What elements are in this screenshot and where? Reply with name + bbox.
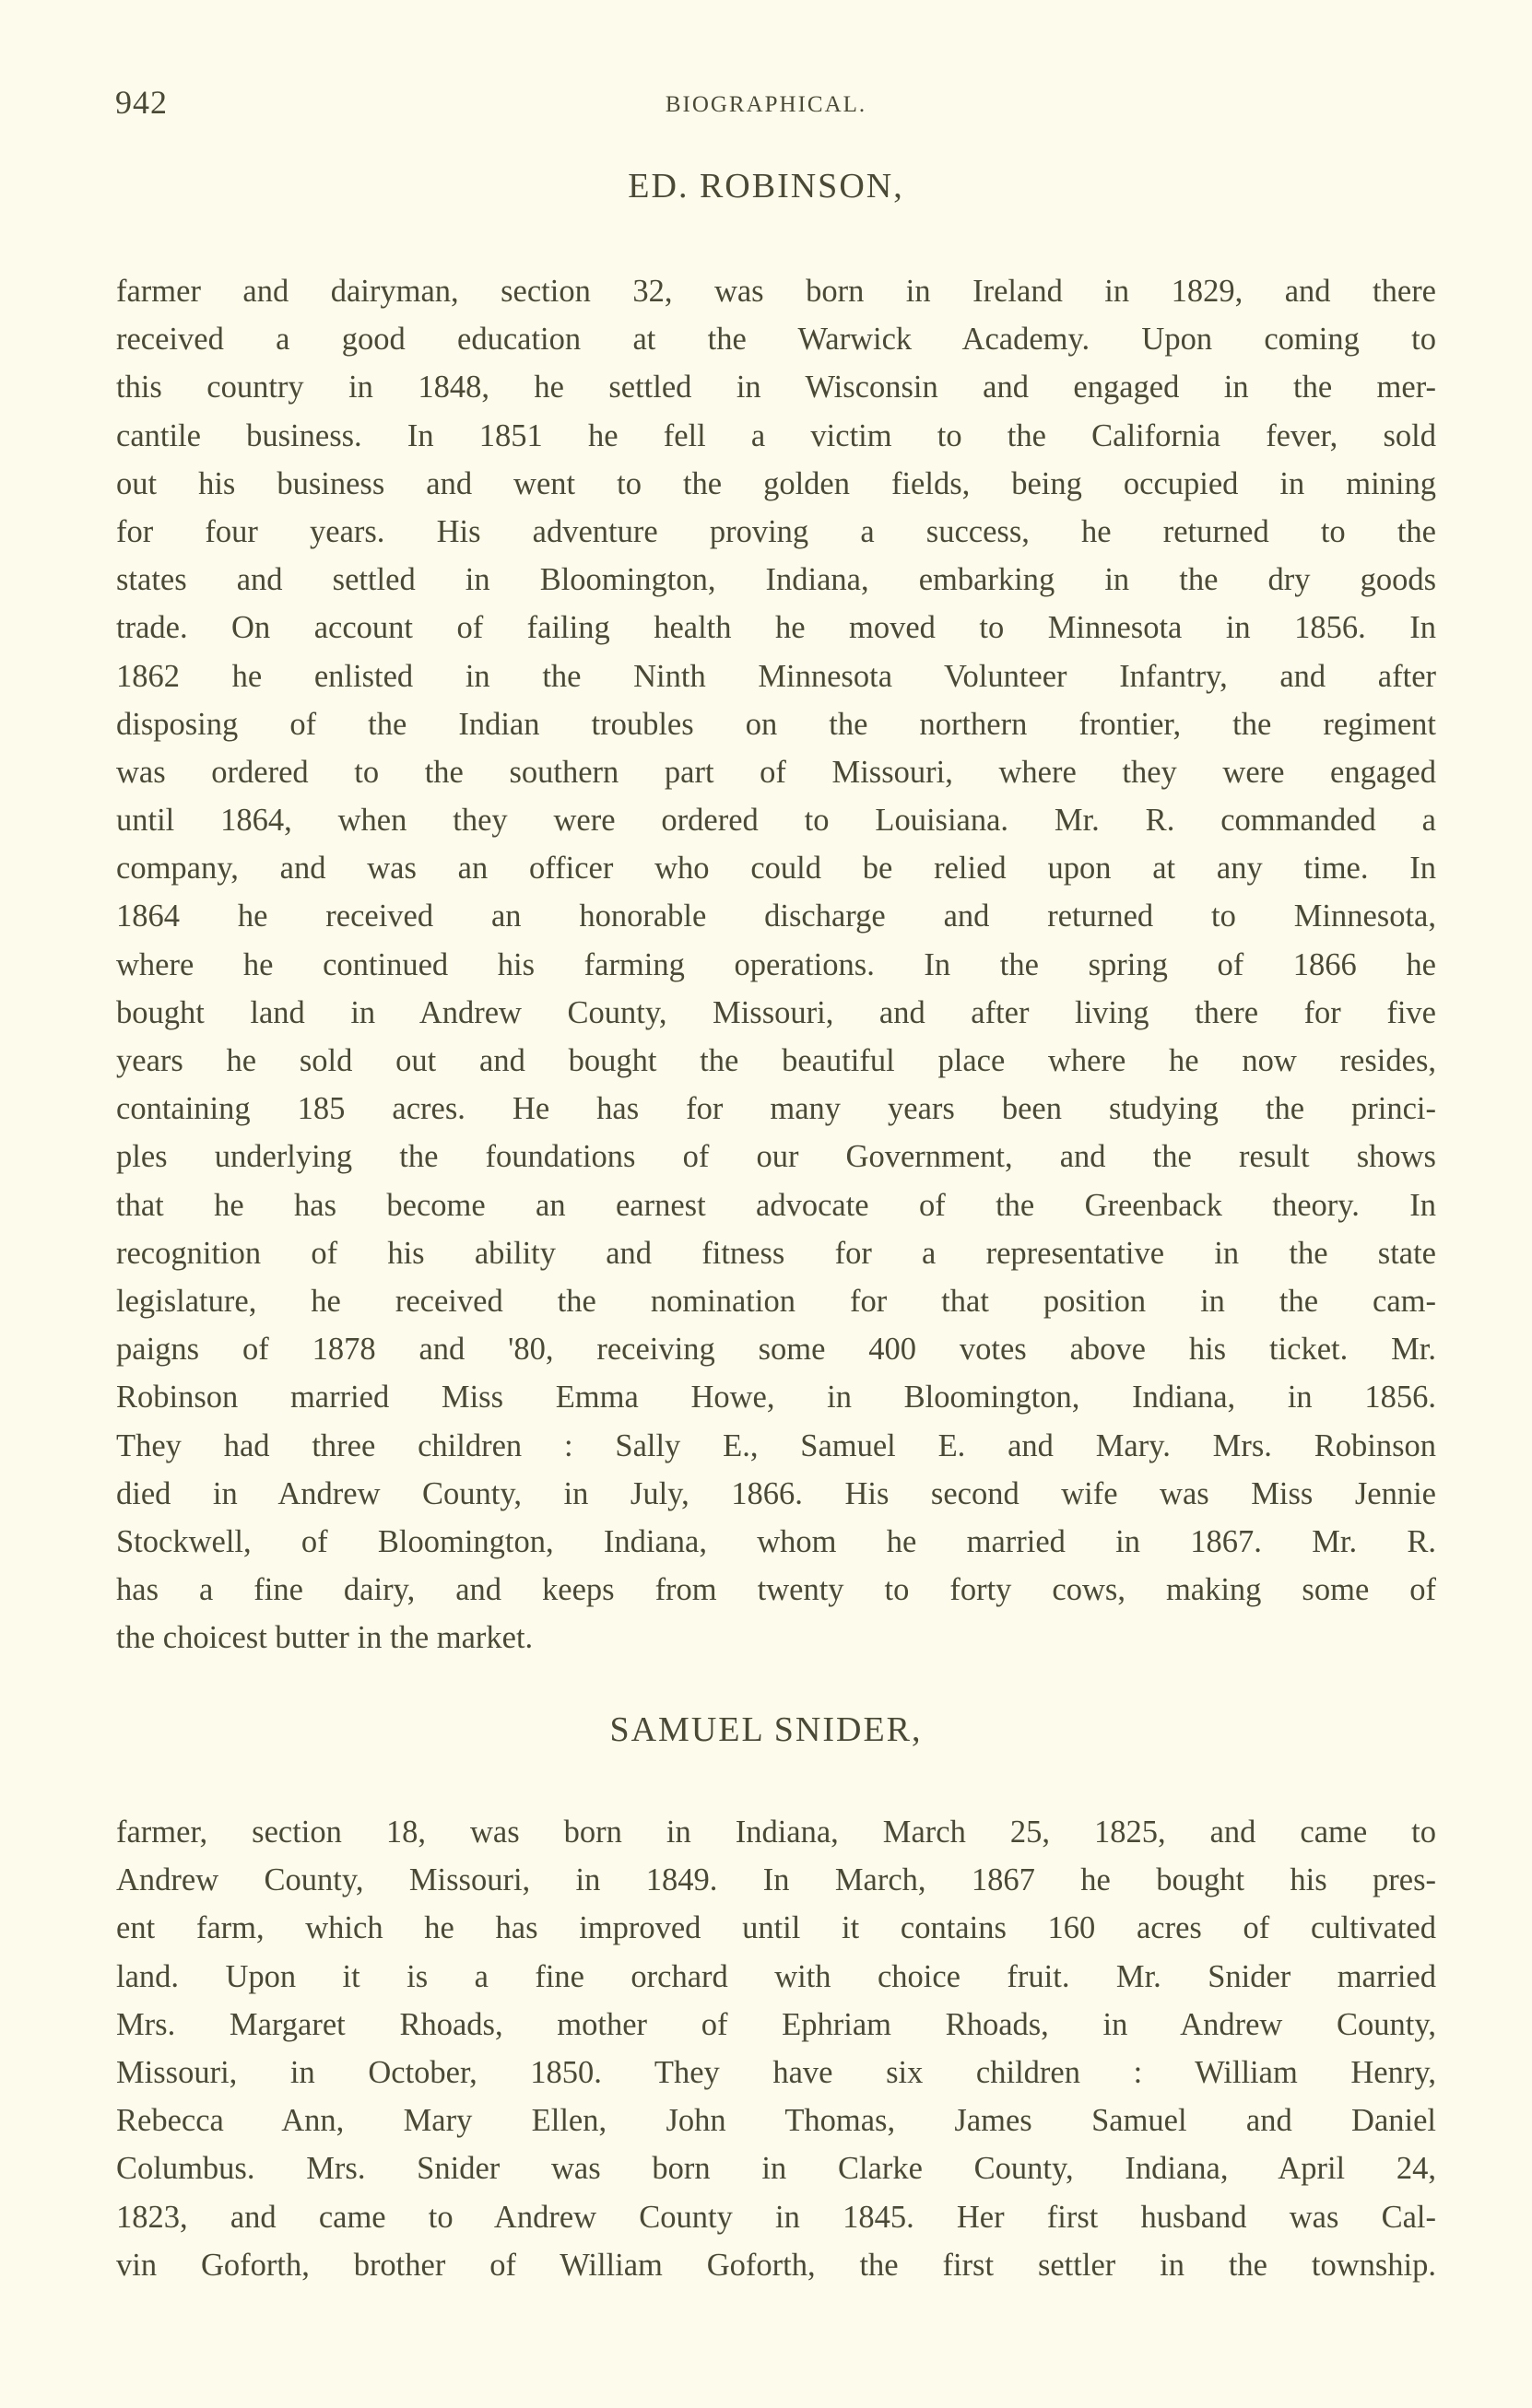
- text-line: company, and was an officer who could be relied upon at any time. In: [116, 851, 1436, 887]
- text-line: cantile business. In 1851 he fell a victim to the California fever, sold: [116, 417, 1436, 453]
- text-line: Robinson married Miss Emma Howe, in Bloomington, Indiana, in 1856.: [116, 1380, 1436, 1415]
- entry-heading-snider: SAMUEL SNIDER,: [609, 1710, 923, 1749]
- text-line: paigns of 1878 and '80, receiving some 400 votes above his ticket. Mr.: [116, 1332, 1436, 1368]
- text-line: states and settled in Bloomington, Indiana, embarking in the dry goods: [116, 562, 1436, 598]
- text-line: Missouri, in October, 1850. They have six children : William Henry,: [116, 2054, 1436, 2090]
- text-line: that he has become an earnest advocate of the Greenback theory. In: [116, 1187, 1436, 1223]
- text-line: farmer and dairyman, section 32, was born in Ireland in 1829, and there: [116, 274, 1436, 309]
- text-line: died in Andrew County, in July, 1866. His second wife was Miss Jennie: [116, 1475, 1436, 1511]
- text-line: containing 185 acres. He has for many years been studying the princi-: [116, 1091, 1436, 1127]
- text-line: out his business and went to the golden fields, being occupied in mining: [116, 465, 1436, 501]
- text-line: the choicest butter in the market.: [116, 1620, 534, 1656]
- text-line: Mrs. Margaret Rhoads, mother of Ephriam Rhoads, in Andrew County,: [116, 2006, 1436, 2042]
- text-line: received a good education at the Warwick Academy. Upon coming to: [116, 322, 1436, 358]
- text-line: ples underlying the foundations of our Government, and the result shows: [116, 1139, 1436, 1175]
- text-line: land. Upon it is a fine orchard with choice fruit. Mr. Snider married: [116, 1958, 1436, 1994]
- text-line: Andrew County, Missouri, in 1849. In March, 1867 he bought his pres-: [116, 1862, 1436, 1898]
- text-line: ent farm, which he has improved until it contains 160 acres of cultivated: [116, 1910, 1436, 1946]
- text-line: bought land in Andrew County, Missouri, and after living there for five: [116, 994, 1436, 1030]
- text-line: Columbus. Mrs. Snider was born in Clarke County, Indiana, April 24,: [116, 2151, 1436, 2187]
- text-line: farmer, section 18, was born in Indiana, March 25, 1825, and came to: [116, 1815, 1436, 1850]
- text-line: Rebecca Ann, Mary Ellen, John Thomas, James Samuel and Daniel: [116, 2103, 1436, 2139]
- text-line: has a fine dairy, and keeps from twenty to forty cows, making some of: [116, 1572, 1436, 1608]
- text-line: was ordered to the southern part of Missouri, where they were engaged: [116, 754, 1436, 790]
- text-line: Stockwell, of Bloomington, Indiana, whom he married in 1867. Mr. R.: [116, 1523, 1436, 1559]
- text-line: this country in 1848, he settled in Wisconsin and engaged in the mer-: [116, 370, 1436, 405]
- entry-body-robinson: [116, 267, 1436, 1662]
- text-line: 1823, and came to Andrew County in 1845. Her first husband was Cal-: [116, 2199, 1436, 2235]
- text-line: They had three children : Sally E., Samuel E. and Mary. Mrs. Robinson: [116, 1427, 1436, 1463]
- text-line: years he sold out and bought the beautiful place where he now resides,: [116, 1043, 1436, 1078]
- text-line: trade. On account of failing health he moved to Minnesota in 1856. In: [116, 610, 1436, 646]
- text-line: for four years. His adventure proving a success, he returned to the: [116, 513, 1436, 549]
- text-line: legislature, he received the nomination for that position in the cam-: [116, 1283, 1436, 1319]
- text-line: where he continued his farming operations. In the spring of 1866 he: [116, 946, 1436, 982]
- text-line: recognition of his ability and fitness for a representative in the state: [116, 1235, 1436, 1271]
- text-line: vin Goforth, brother of William Goforth, the first settler in the township.: [116, 2247, 1436, 2283]
- text-line: 1864 he received an honorable discharge and returned to Minnesota,: [116, 899, 1436, 934]
- text-line: disposing of the Indian troubles on the northern frontier, the regiment: [116, 706, 1436, 742]
- text-line: until 1864, when they were ordered to Louisiana. Mr. R. commanded a: [116, 803, 1436, 839]
- running-title: BIOGRAPHICAL.: [665, 92, 867, 117]
- page-number: 942: [115, 84, 168, 121]
- text-line: 1862 he enlisted in the Ninth Minnesota Volunteer Infantry, and after: [116, 658, 1436, 694]
- entry-body-snider: [116, 1808, 1436, 2289]
- entry-heading-robinson: ED. ROBINSON,: [628, 167, 904, 206]
